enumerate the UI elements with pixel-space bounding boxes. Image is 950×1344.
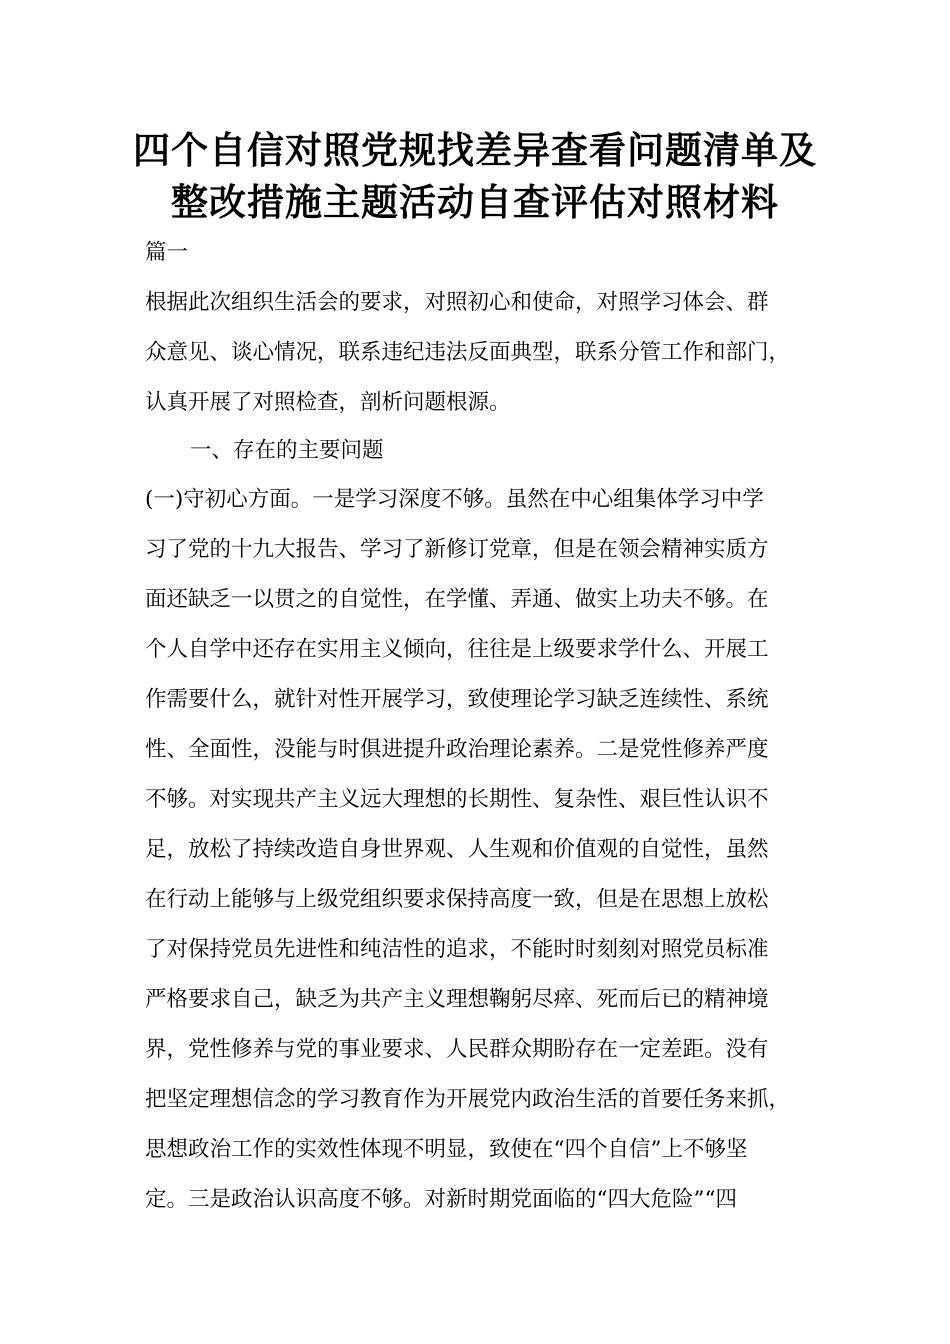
paragraph-line: 界，党性修养与党的事业要求、人民群众期盼存在一定差距。没有 [145,1037,769,1062]
paragraph-line: 在行动上能够与上级党组织要求保持高度一致，但是在思想上放松 [145,887,769,912]
paragraph-line: 作需要什么，就针对性开展学习，致使理论学习缺乏连续性、系统 [145,687,769,712]
paragraph-line: 定。三是政治认识高度不够。对新时期党面临的“四大危险”“四 [145,1187,737,1212]
paragraph-line: 众意见、谈心情况，联系违纪违法反面典型，联系分管工作和部门， [145,340,791,365]
section-label: 篇一 [145,240,189,265]
paragraph-line: 认真开展了对照检查，剖析问题根源。 [145,390,511,415]
paragraph-line: 性、全面性，没能与时俱进提升政治理论素养。二是党性修养严度 [145,737,769,762]
paragraph-line: 不够。对实现共产主义远大理想的长期性、复杂性、艰巨性认识不 [145,787,769,812]
paragraph-line: 了对保持党员先进性和纯洁性的追求，不能时时刻刻对照党员标准 [145,937,769,962]
paragraph-line: 把坚定理想信念的学习教育作为开展党内政治生活的首要任务来抓， [145,1087,791,1112]
paragraph-line: (一)守初心方面。一是学习深度不够。虽然在中心组集体学习中学 [145,487,764,512]
section-heading: 一、存在的主要问题 [190,438,384,463]
paragraph-line: 根据此次组织生活会的要求，对照初心和使命，对照学习体会、群 [145,290,769,315]
paragraph-line: 习了党的十九大报告、学习了新修订党章，但是在领会精神实质方 [145,537,769,562]
paragraph-line: 严格要求自己，缺乏为共产主义理想鞠躬尽瘁、死而后已的精神境 [145,987,769,1012]
document-title-line-1: 四个自信对照党规找差异查看问题清单及 [133,128,817,172]
paragraph-line: 思想政治工作的实效性体现不明显，致使在“四个自信”上不够坚 [145,1137,748,1162]
document-title-line-2: 整改措施主题活动自查评估对照材料 [171,180,779,224]
paragraph-line: 面还缺乏一以贯之的自觉性，在学懂、弄通、做实上功夫不够。在 [145,587,769,612]
paragraph-line: 个人自学中还存在实用主义倾向，往往是上级要求学什么、开展工 [145,637,769,662]
paragraph-line: 足，放松了持续改造自身世界观、人生观和价值观的自觉性，虽然 [145,837,769,862]
